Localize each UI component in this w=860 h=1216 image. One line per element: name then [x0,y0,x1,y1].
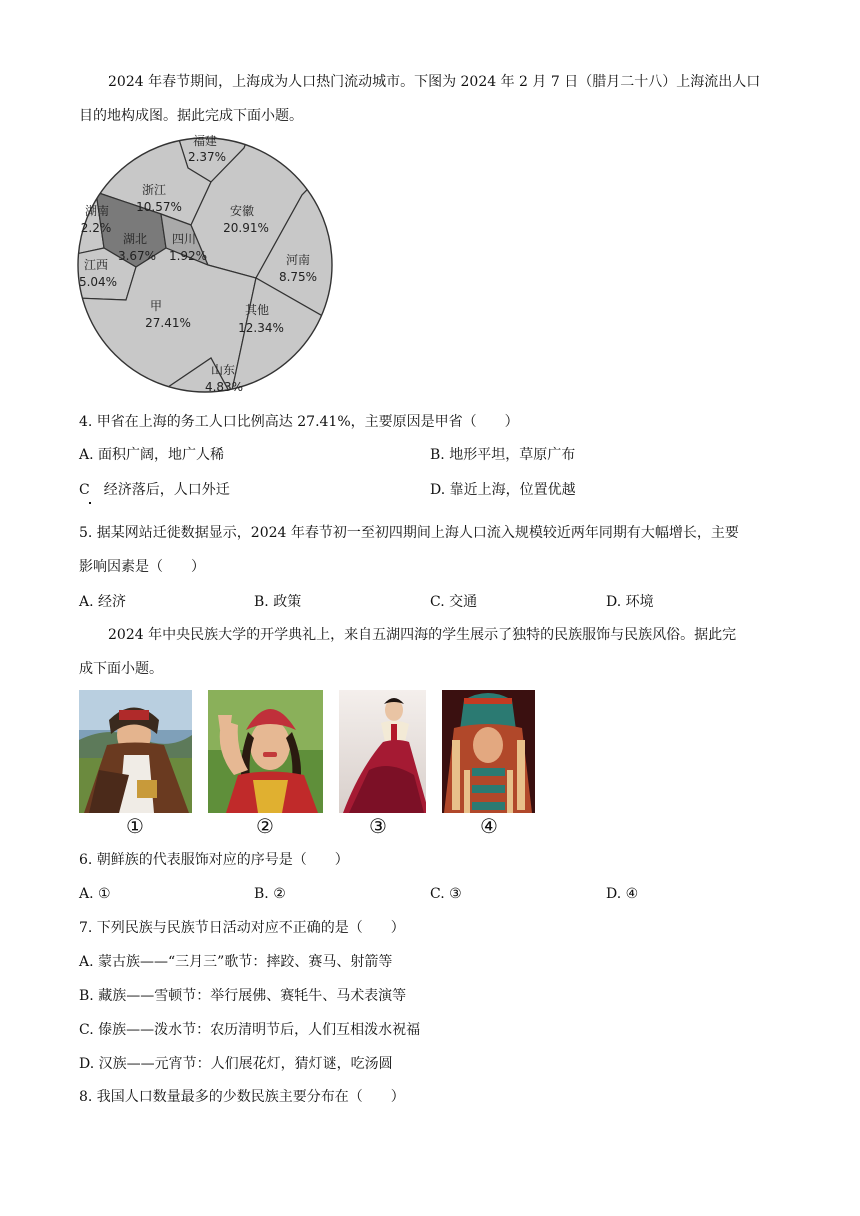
value-hubei: 3.67% [117,249,157,263]
label-shandong: 山东 [210,363,236,377]
label-sichuan: 四川 [171,232,197,246]
photo-2-uyghur-costume [208,690,323,813]
value-zhejiang: 10.57% [136,200,182,214]
photo-1-tibetan-costume [79,690,192,813]
q5-option-d: D. 环境 [606,594,654,610]
q7-stem: 7. 下列民族与民族节日活动对应不正确的是（ ） [79,920,405,936]
q4-option-b: B. 地形平坦，草原广布 [430,447,576,463]
value-shandong: 4.83% [204,380,244,394]
intro2-line-1: 2024 年中央民族大学的开学典礼上，来自五湖四海的学生展示了独特的民族服饰与民族风俗。据此完 [108,627,737,643]
q5-stem-line-1: 5. 据某网站迁徙数据显示，2024 年春节初一至初四期间上海人口流入规模较近两年同期有大幅增长，主要 [79,525,739,541]
intro2-line-2: 成下面小题。 [79,661,163,677]
value-fujian: 2.37% [187,150,227,164]
photo-label-4: ④ [480,814,498,838]
q7-option-b: B. 藏族——雪顿节：举行展佛、赛牦牛、马术表演等 [79,988,407,1004]
q5-option-b: B. 政策 [254,594,302,610]
q6-stem: 6. 朝鲜族的代表服饰对应的序号是（ ） [79,852,349,868]
value-other: 12.34% [238,321,284,335]
q5-option-c: C. 交通 [430,594,478,610]
label-zhejiang: 浙江 [141,183,167,197]
destination-pie-chart [76,130,336,402]
label-other: 其他 [244,303,270,317]
q5-stem-line-2: 影响因素是（ ） [79,559,205,575]
label-jiangxi: 江西 [83,258,109,272]
q4-stem: 4. 甲省在上海的务工人口比例高达 27.41%，主要原因是甲省（ ） [79,414,519,430]
label-henan: 河南 [285,253,311,267]
value-anhui: 20.91% [223,221,269,235]
photo-label-3: ③ [369,814,387,838]
q6-option-b: B. ② [254,886,286,902]
q6-option-a: A. ① [79,886,111,902]
label-anhui: 安徽 [229,204,255,218]
value-henan: 8.75% [278,270,318,284]
intro-paragraph-line-1: 2024 年春节期间，上海成为人口热门流动城市。下图为 2024 年 2 月 7 日（腊月二十八）上海流出人口 [108,74,761,90]
q4-option-a: A. 面积广阔，地广人稀 [79,447,225,463]
label-hunan: 湖南 [84,204,110,218]
q4-option-d: D. 靠近上海，位置优越 [430,482,576,498]
q5-option-a: A. 经济 [79,594,127,610]
label-fujian: 福建 [192,134,218,148]
value-jia: 27.41% [145,316,191,330]
photo-4-mongolian-costume [442,690,535,813]
q4-option-c: C 经济落后，人口外迁 [79,482,230,498]
label-hubei: 湖北 [122,232,148,246]
photo-3-korean-hanbok [339,690,426,813]
q7-option-d: D. 汉族——元宵节：人们展花灯，猜灯谜，吃汤圆 [79,1056,393,1072]
q6-option-d: D. ④ [606,886,639,902]
q8-stem: 8. 我国人口数量最多的少数民族主要分布在（ ） [79,1089,405,1105]
intro-paragraph-line-2: 目的地构成图。据此完成下面小题。 [79,108,303,124]
q6-option-c: C. ③ [430,886,462,902]
value-jiangxi: 5.04% [78,275,118,289]
photo-label-1: ① [126,814,144,838]
q7-option-a: A. 蒙古族——“三月三”歌节：摔跤、赛马、射箭等 [79,954,393,970]
value-sichuan: 1.92% [168,249,208,263]
photo-label-2: ② [256,814,274,838]
label-jia: 甲 [149,299,163,313]
q7-option-c: C. 傣族——泼水节：农历清明节后，人们互相泼水祝福 [79,1022,421,1038]
value-hunan: 2.2% [80,221,112,235]
stray-dot [89,502,91,504]
